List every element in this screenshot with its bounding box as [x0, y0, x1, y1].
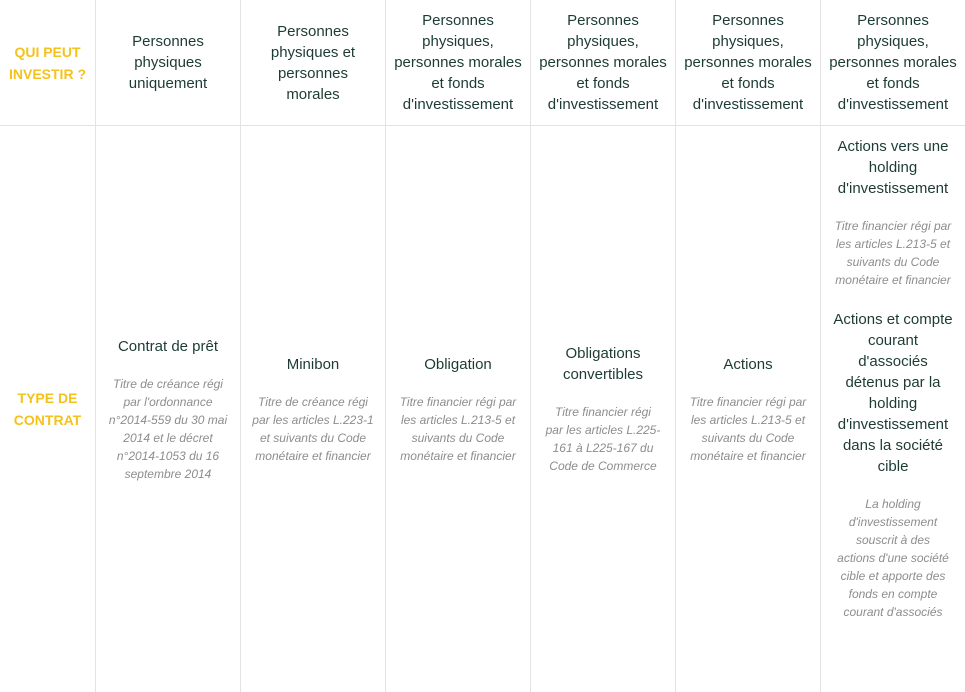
investors-cell	[95, 0, 240, 126]
investors-text: Personnes physiques, personnes morales et fonds d'investissement	[539, 12, 667, 113]
investors-cell	[675, 0, 820, 126]
contract-title: Obligation	[424, 355, 492, 373]
contract-cell	[675, 126, 820, 692]
investors-cell	[385, 0, 530, 126]
investors-cell	[530, 0, 675, 126]
contract-title: Actions	[723, 355, 773, 373]
contract-description-secondary: La holding d'investissement souscrit à des actions d'une société cible et apporte des fonds en compte courant d'associés	[837, 497, 949, 619]
investors-text: Personnes physiques et personnes morales	[270, 22, 356, 103]
investors-text: Personnes physiques uniquement	[128, 33, 208, 92]
investors-cell	[820, 0, 965, 126]
contract-cell	[95, 126, 240, 692]
row-label-contract-text: TYPE DE CONTRAT	[13, 390, 82, 428]
contract-description: Titre de créance régi par l'ordonnance n°2014-559 du 30 mai 2014 et le décret n°2014-1053 du 16 septembre 2014	[108, 376, 228, 481]
contract-description: Titre financier régi par les articles L.213-5 et suivants du Code monétaire et financier	[689, 394, 807, 463]
contract-description: Titre de créance régi par les articles L.223-1 et suivants du Code monétaire et financier	[252, 394, 374, 463]
contract-title: Obligations convertibles	[562, 345, 644, 383]
contract-cell	[820, 126, 965, 692]
row-label-investors-text: QUI PEUT INVESTIR ?	[8, 43, 86, 82]
row-label-contract	[0, 126, 95, 692]
contract-title: Actions vers une holding d'investissement	[837, 138, 949, 197]
contract-cell	[385, 126, 530, 692]
contract-cell	[530, 126, 675, 692]
contract-cell	[240, 126, 385, 692]
contract-description: Titre financier régi par les articles L.225-161 à L225-167 du Code de Commerce	[545, 405, 661, 473]
investors-text: Personnes physiques, personnes morales et fonds d'investissement	[394, 12, 522, 113]
contract-title: Minibon	[286, 355, 340, 373]
investors-text: Personnes physiques, personnes morales et fonds d'investissement	[684, 12, 812, 113]
contract-title-secondary: Actions et compte courant d'associés détenus par la holding d'investissement dans la société cible	[833, 311, 953, 475]
investors-cell	[240, 0, 385, 126]
contract-description: Titre financier régi par les articles L.213-5 et suivants du Code monétaire et financier	[834, 219, 952, 287]
contract-title: Contrat de prêt	[117, 337, 219, 355]
investors-text: Personnes physiques, personnes morales et fonds d'investissement	[829, 12, 957, 113]
row-label-investors	[0, 0, 95, 126]
contract-description: Titre financier régi par les articles L.213-5 et suivants du Code monétaire et financier	[399, 394, 517, 463]
